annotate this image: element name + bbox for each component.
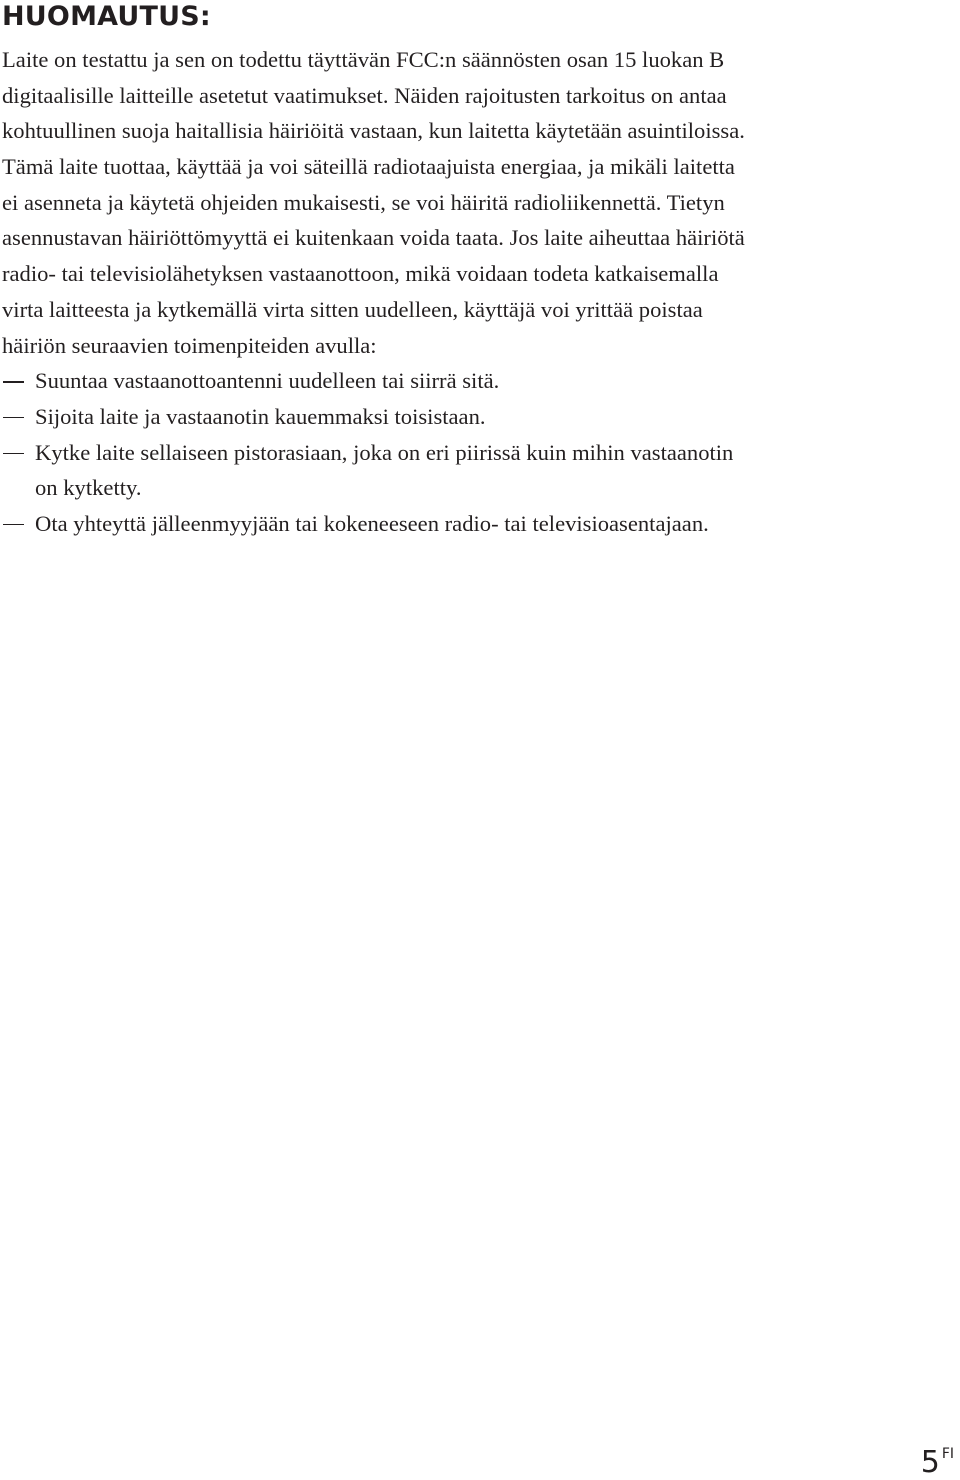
fcc-notice [2, 42, 952, 542]
paragraph-line: digitaalisille laitteille asetetut vaatimukset. Näiden rajoitusten tarkoitus on antaa [2, 82, 727, 108]
remedy-list [2, 363, 952, 541]
paragraph-line: Laite on testattu ja sen on todettu täyttävän FCC:n säännösten osan 15 luokan B [2, 47, 725, 72]
page-number: 5 [920, 1445, 940, 1480]
list-item-continuation [2, 470, 952, 506]
page-footer [921, 1446, 954, 1478]
list-item [2, 506, 952, 542]
paragraph-line: asennustavan häiriöttömyyttä ei kuitenkaan voida taata. Jos laite aiheuttaa häiriötä [2, 225, 745, 251]
paragraph-line: häiriön seuraavien toimenpiteiden avulla: [2, 332, 377, 358]
list-item-text: Sijoita laite ja vastaanotin kauemmaksi toisistaan. [35, 403, 486, 429]
paragraph-line: Tämä laite tuottaa, käyttää ja voi säteillä radiotaajuista energiaa, ja mikäli laitetta [2, 154, 735, 180]
list-item [2, 399, 952, 435]
paragraph-line: radio- tai televisiolähetyksen vastaanottoon, mikä voidaan todeta katkaisemalla [2, 261, 719, 287]
list-item-text: Ota yhteyttä jälleenmyyjään tai kokeneeseen radio- tai televisioasentajaan. [35, 510, 709, 536]
page-heading: HUOMAUTUS: [2, 1, 211, 32]
list-item-text: on kytketty. [35, 475, 142, 501]
paragraph-line: kohtuullinen suoja haitallisia häiriöitä vastaan, kun laitetta käytetään asuintiloissa. [2, 118, 745, 144]
list-item [2, 363, 952, 399]
list-item-text: Kytke laite sellaiseen pistorasiaan, joka on eri piirissä kuin mihin vastaanotin [35, 439, 734, 465]
language-code: FI [941, 1446, 954, 1462]
paragraph-line: virta laitteesta ja kytkemällä virta sitten uudelleen, käyttäjä voi yrittää poistaa [2, 296, 703, 322]
list-item-text: Suuntaa vastaanottoantenni uudelleen tai siirrä sitä. [35, 368, 500, 394]
paragraph-line: ei asenneta ja käytetä ohjeiden mukaisesti, se voi häiritä radioliikennettä. Tietyn [2, 189, 725, 215]
list-item [2, 435, 952, 471]
